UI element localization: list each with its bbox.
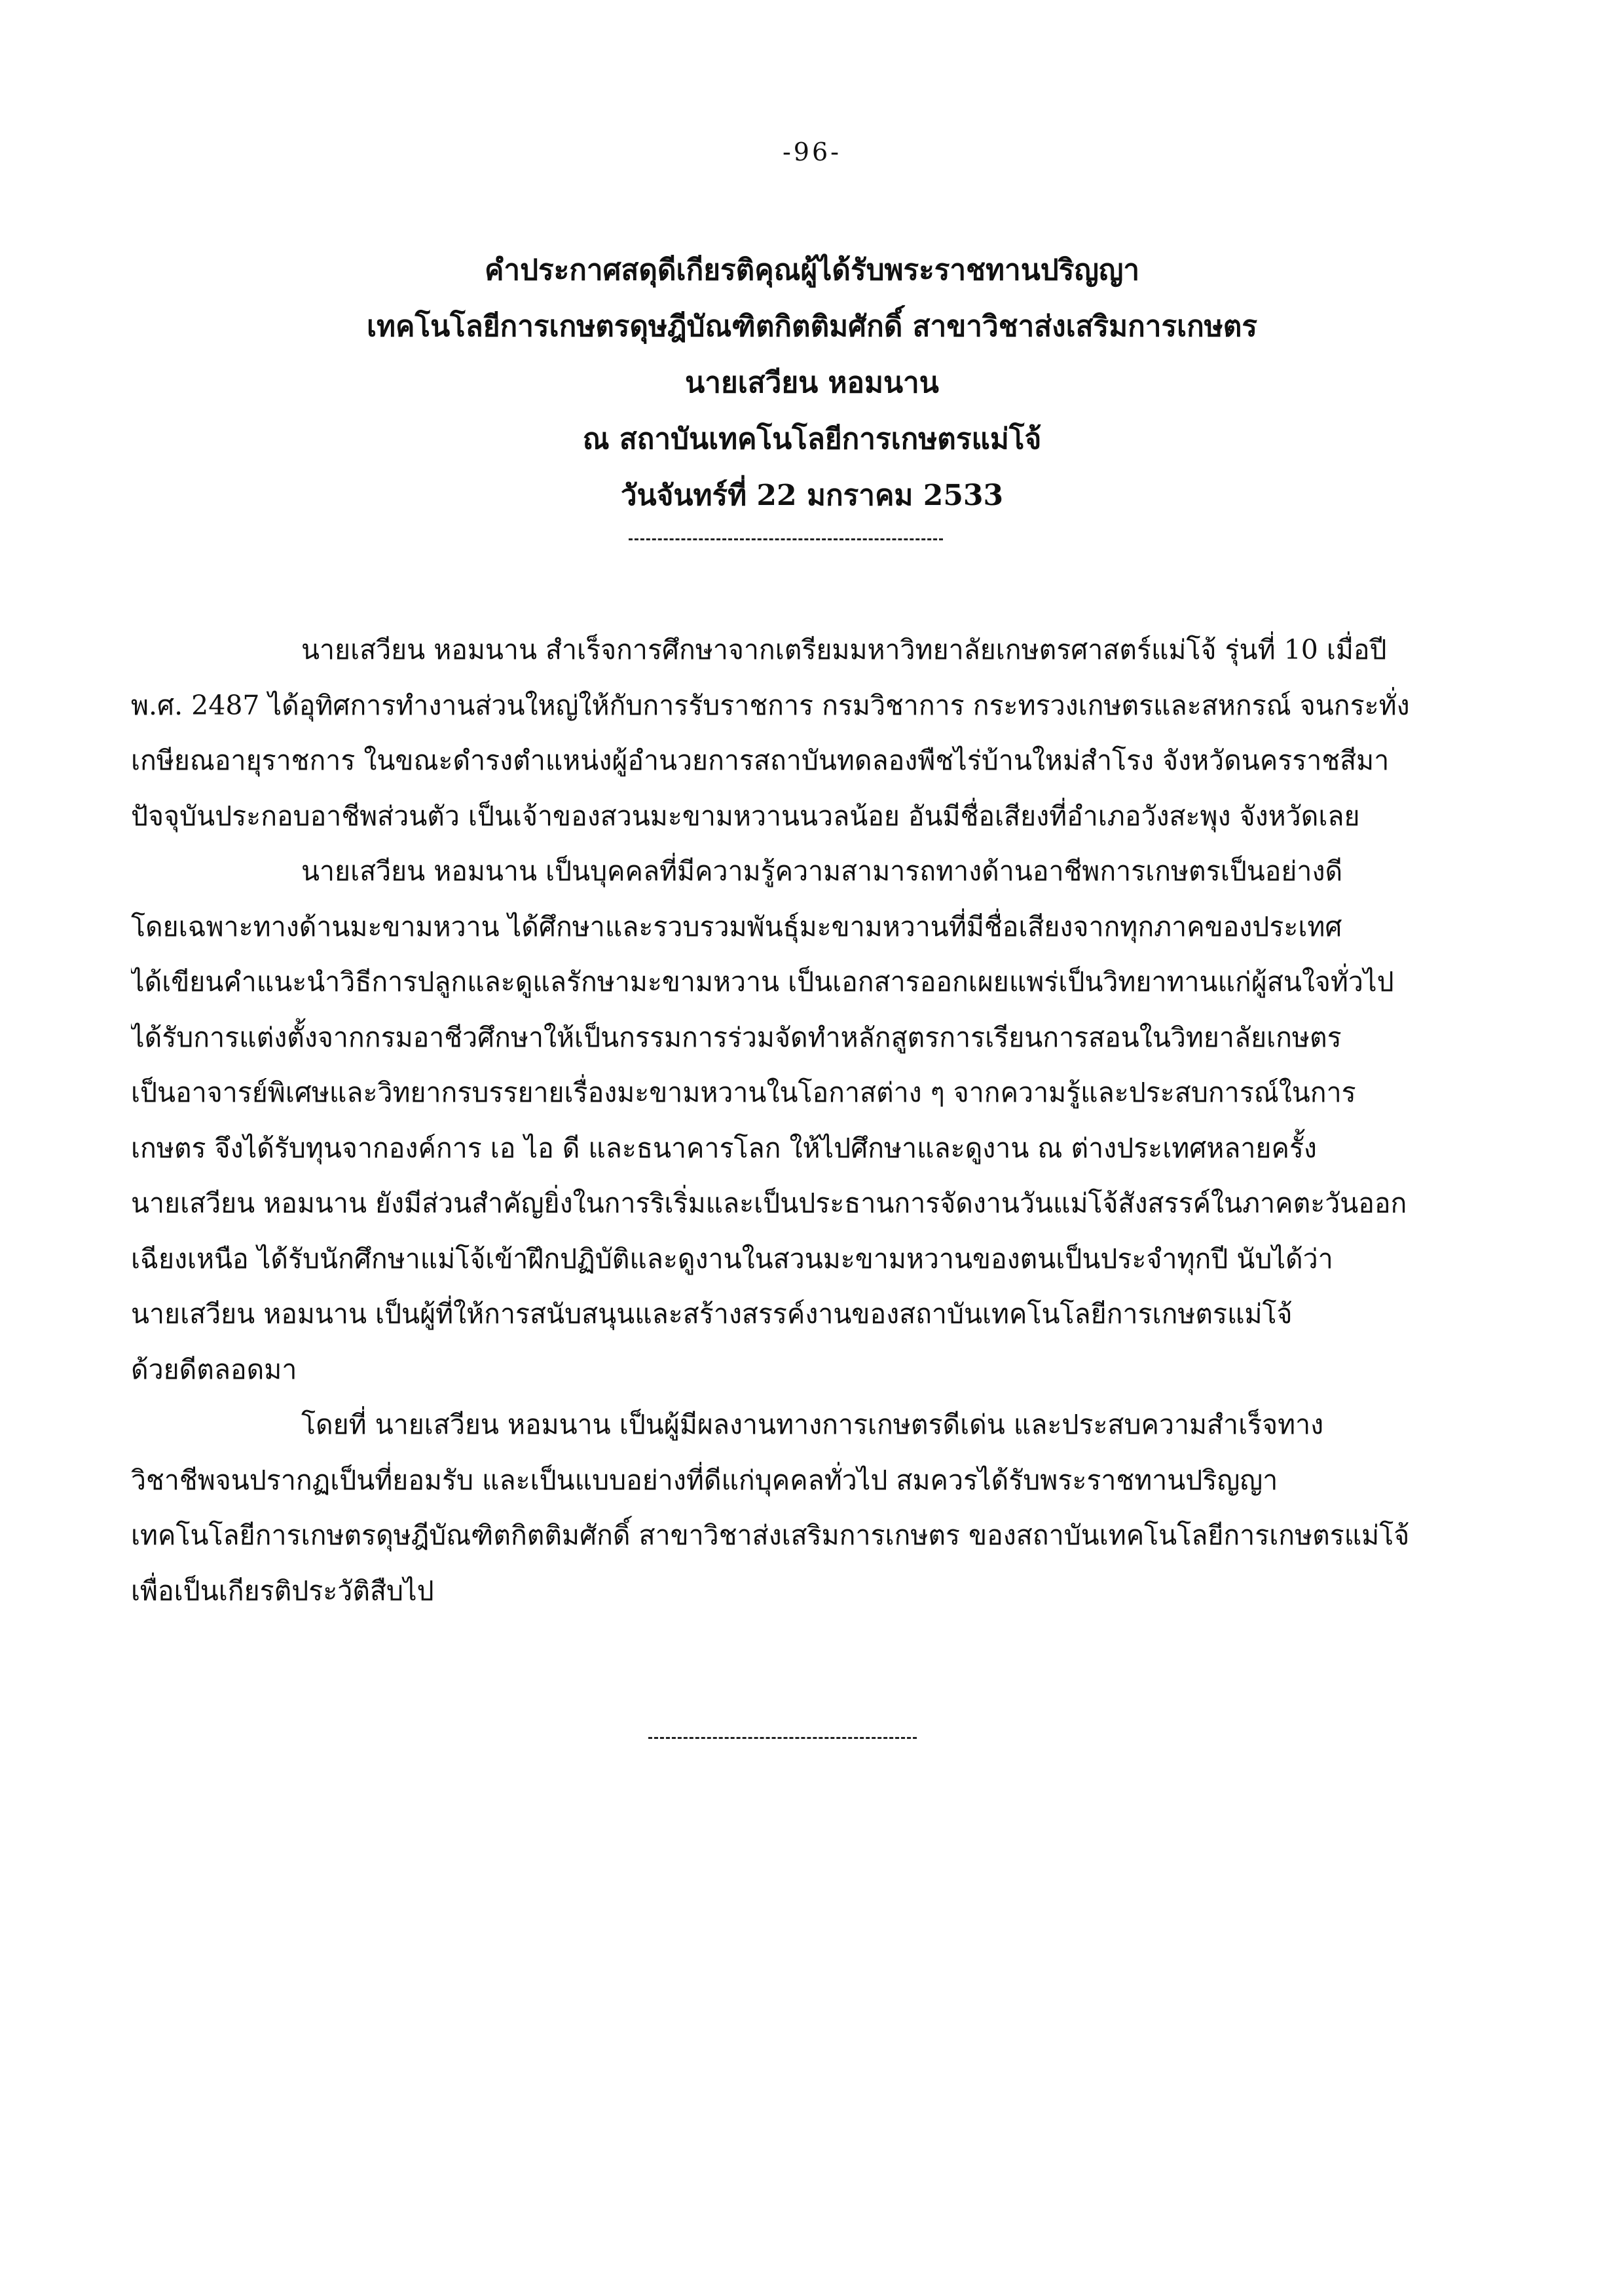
paragraph-2-line: เป็นอาจารย์พิเศษและวิทยากรบรรยายเรื่องมะขามหวานในโอกาสต่าง ๆ จากความรู้และประสบการณ์ในการ [131, 1077, 1356, 1108]
paragraph-2-line: โดยเฉพาะทางด้านมะขามหวาน ได้ศึกษาและรวบรวมพันธุ์มะขามหวานที่มีชื่อเสียงจากทุกภาคของประเทศ [131, 910, 1342, 942]
paragraph-2-line: นายเสวียน หอมนาน เป็นผู้ที่ให้การสนับสนุนและสร้างสรรค์งานของสถาบันเทคโนโลยีการเกษตรแม่โจ้ [131, 1298, 1293, 1330]
paragraph-1-line: เกษียณอายุราชการ ในขณะดำรงตำแหน่งผู้อำนวยการสถาบันทดลองพืชไร่บ้านใหม่สำโรง จังหวัดนครราชสีมา [131, 745, 1390, 776]
citation-heading [0, 242, 1624, 524]
heading-institution: ณ สถาบันเทคโนโลยีการเกษตรแม่โจ้ [582, 422, 1042, 456]
heading-title: คำประกาศสดุดีเกียรติคุณผู้ได้รับพระราชทานปริญญา [484, 253, 1140, 287]
paragraph-2-line: ได้เขียนคำแนะนำวิธีการปลูกและดูแลรักษามะขามหวาน เป็นเอกสารออกเผยแพร่เป็นวิทยาทานแก่ผู้สนใจทั่วไป [131, 966, 1394, 998]
closing-divider [648, 1737, 917, 1739]
paragraph-2-line: นายเสวียน หอมนาน เป็นบุคคลที่มีความรู้ความสามารถทางด้านอาชีพการเกษตรเป็นอย่างดี [301, 855, 1343, 887]
paragraph-3-line: โดยที่ นายเสวียน หอมนาน เป็นผู้มีผลงานทางการเกษตรดีเด่น และประสบความสำเร็จทาง [301, 1409, 1324, 1440]
heading-degree: เทคโนโลยีการเกษตรดุษฎีบัณฑิตกิตติมศักดิ์ สาขาวิชาส่งเสริมการเกษตร [366, 310, 1258, 343]
paragraph-2-line: ได้รับการแต่งตั้งจากกรมอาชีวศึกษาให้เป็นกรรมการร่วมจัดทำหลักสูตรการเรียนการสอนในวิทยาลัยเกษตร [131, 1021, 1342, 1053]
paragraph-1-line: ปัจจุบันประกอบอาชีพส่วนตัว เป็นเจ้าของสวนมะขามหวานนวลน้อย อันมีชื่อเสียงที่อำเภอวังสะพุง จังหวัดเลย [131, 800, 1360, 832]
paragraph-2-line: เกษตร จึงได้รับทุนจากองค์การ เอ ไอ ดี และธนาคารโลก ให้ไปศึกษาและดูงาน ณ ต่างประเทศหลายครั้ง [131, 1132, 1317, 1164]
paragraph-3-line: วิชาชีพจนปรากฏเป็นที่ยอมรับ และเป็นแบบอย่างที่ดีแก่บุคคลทั่วไป สมควรได้รับพระราชทานปริญญา [131, 1464, 1278, 1496]
paragraph-2-line: ด้วยดีตลอดมา [131, 1353, 297, 1385]
heading-date: วันจันทร์ที่ 22 มกราคม 2533 [620, 479, 1004, 512]
paragraph-2-line: นายเสวียน หอมนาน ยังมีส่วนสำคัญยิ่งในการริเริ่มและเป็นประธานการจัดงานวันแม่โจ้สังสรรค์ในภาคตะวันออก [131, 1187, 1407, 1219]
paragraph-1-line: พ.ศ. 2487 ได้อุทิศการทำงานส่วนใหญ่ให้กับการรับราชการ กรมวิชาการ กระทรวงเกษตรและสหกรณ์ จนกระทั่ง [131, 689, 1410, 721]
paragraph-1-line: นายเสวียน หอมนาน สำเร็จการศึกษาจากเตรียมมหาวิทยาลัยเกษตรศาสตร์แม่โจ้ รุ่นที่ 10 เมื่อปี [301, 634, 1387, 665]
citation-body [131, 622, 1441, 1618]
heading-divider [629, 538, 943, 540]
heading-recipient-name: นายเสวียน หอมนาน [685, 366, 939, 400]
paragraph-3-line: เพื่อเป็นเกียรติประวัติสืบไป [131, 1575, 434, 1607]
page-number: -96- [782, 138, 842, 166]
paragraph-3-line: เทคโนโลยีการเกษตรดุษฎีบัณฑิตกิตติมศักดิ์ สาขาวิชาส่งเสริมการเกษตร ของสถาบันเทคโนโลยีการเกษตรแม่โจ้ [131, 1520, 1410, 1551]
paragraph-2-line: เฉียงเหนือ ได้รับนักศึกษาแม่โจ้เข้าฝึกปฏิบัติและดูงานในสวนมะขามหวานของตนเป็นประจำทุกปี นับได้ว่า [131, 1242, 1333, 1275]
